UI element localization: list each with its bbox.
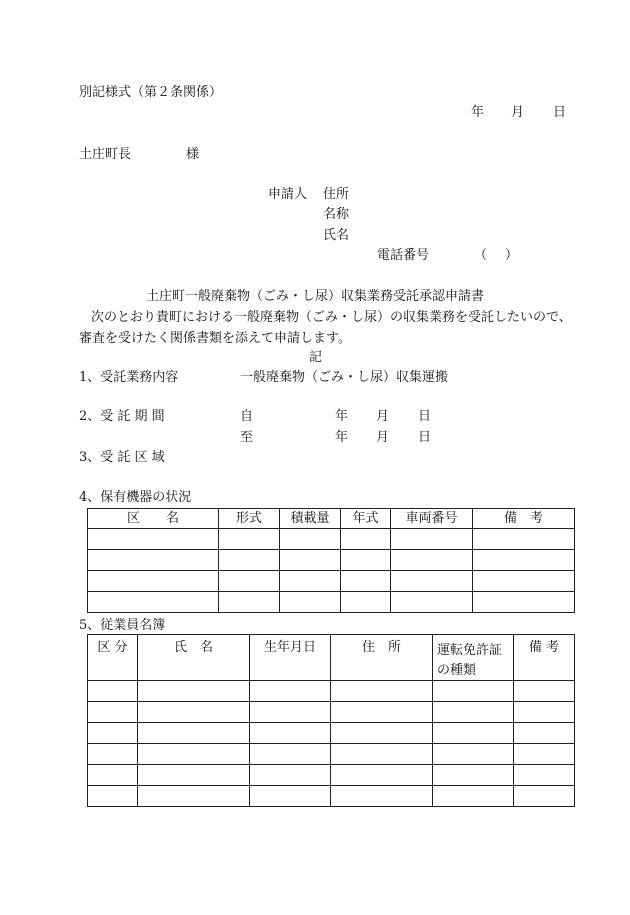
table-cell[interactable] — [433, 765, 514, 786]
table-cell[interactable] — [88, 571, 219, 592]
table-cell[interactable] — [219, 571, 280, 592]
table-row — [88, 723, 575, 744]
period-to-month: 月 — [376, 430, 390, 445]
table-cell[interactable] — [88, 681, 138, 702]
employees-col-remarks: 備 考 — [514, 635, 575, 681]
period-from-day: 日 — [418, 409, 432, 424]
table-cell[interactable] — [331, 744, 433, 765]
table-cell[interactable] — [514, 786, 575, 807]
equipment-col-type: 形式 — [219, 509, 280, 529]
table-cell[interactable] — [514, 681, 575, 702]
table-cell[interactable] — [473, 571, 575, 592]
item1-label: 1、受託業務内容 — [79, 370, 179, 385]
table-cell[interactable] — [88, 550, 219, 571]
table-cell[interactable] — [391, 550, 473, 571]
employees-heading: 5、従業員名簿 — [79, 618, 166, 633]
table-row — [88, 592, 575, 613]
equipment-col-remarks: 備 考 — [473, 509, 575, 529]
item3-label: 3、受 託 区 域 — [79, 450, 165, 465]
equipment-heading: 4、保有機器の状況 — [79, 490, 192, 505]
item2-label: 2、受 託 期 間 — [79, 409, 165, 424]
table-cell[interactable] — [219, 592, 280, 613]
honorific: 様 — [186, 147, 200, 162]
employees-col-license — [433, 635, 514, 681]
employees-header-row — [88, 635, 575, 681]
table-cell[interactable] — [331, 786, 433, 807]
table-cell[interactable] — [88, 765, 138, 786]
table-cell[interactable] — [514, 744, 575, 765]
employees-col-category: 区 分 — [88, 635, 138, 681]
table-cell[interactable] — [514, 702, 575, 723]
phone-paren-close: ） — [505, 248, 519, 263]
equipment-col-vehicle-number: 車両番号 — [391, 509, 473, 529]
table-row — [88, 550, 575, 571]
table-row — [88, 681, 575, 702]
phone-paren-open: （ — [474, 248, 488, 263]
table-cell[interactable] — [341, 571, 391, 592]
table-cell[interactable] — [433, 681, 514, 702]
table-cell[interactable] — [514, 765, 575, 786]
table-cell[interactable] — [250, 765, 331, 786]
table-cell[interactable] — [473, 592, 575, 613]
table-cell[interactable] — [138, 786, 250, 807]
table-cell[interactable] — [88, 702, 138, 723]
intro-line-1: 次のとおり貴町における一般廃棄物（ごみ・し尿）の収集業務を受託したいので、 — [91, 310, 572, 325]
table-cell[interactable] — [331, 765, 433, 786]
employees-col-name: 氏 名 — [138, 635, 250, 681]
table-cell[interactable] — [250, 786, 331, 807]
employees-table — [87, 634, 575, 807]
form-label: 別記様式（第２条関係） — [79, 85, 223, 100]
period-from-month: 月 — [376, 409, 390, 424]
date-month-label: 月 — [511, 105, 525, 120]
table-cell[interactable] — [138, 702, 250, 723]
table-cell[interactable] — [433, 786, 514, 807]
table-cell[interactable] — [331, 702, 433, 723]
table-cell[interactable] — [219, 550, 280, 571]
table-cell[interactable] — [88, 744, 138, 765]
equipment-table — [87, 508, 575, 613]
address-label: 住所 — [323, 187, 350, 202]
table-row — [88, 786, 575, 807]
table-cell[interactable] — [341, 592, 391, 613]
date-day-label: 日 — [553, 105, 567, 120]
table-cell[interactable] — [433, 723, 514, 744]
period-to-day: 日 — [418, 430, 432, 445]
equipment-col-area: 区 名 — [88, 509, 219, 529]
table-cell[interactable] — [473, 529, 575, 550]
table-cell[interactable] — [341, 550, 391, 571]
equipment-header-row — [88, 509, 575, 529]
table-cell[interactable] — [280, 571, 341, 592]
period-to-year: 年 — [335, 430, 349, 445]
equipment-col-model-year: 年式 — [341, 509, 391, 529]
person-name-label: 氏名 — [323, 228, 350, 243]
table-cell[interactable] — [138, 681, 250, 702]
table-cell[interactable] — [88, 592, 219, 613]
table-cell[interactable] — [391, 571, 473, 592]
table-cell[interactable] — [219, 529, 280, 550]
license-line-1: 運転免許証 — [437, 643, 503, 658]
phone-label: 電話番号 — [377, 248, 430, 263]
table-cell[interactable] — [280, 529, 341, 550]
company-name-label: 名称 — [323, 207, 350, 222]
table-cell[interactable] — [331, 723, 433, 744]
table-cell[interactable] — [391, 592, 473, 613]
period-from-label: 自 — [240, 409, 254, 424]
employees-col-address: 住 所 — [331, 635, 433, 681]
ki-label: 記 — [309, 350, 323, 365]
table-cell[interactable] — [514, 723, 575, 744]
table-cell[interactable] — [138, 723, 250, 744]
table-cell[interactable] — [88, 723, 138, 744]
table-cell[interactable] — [88, 786, 138, 807]
equipment-col-capacity: 積載量 — [280, 509, 341, 529]
period-to-label: 至 — [240, 430, 254, 445]
table-cell[interactable] — [250, 723, 331, 744]
table-cell[interactable] — [433, 744, 514, 765]
table-row — [88, 765, 575, 786]
item1-value: 一般廃棄物（ごみ・し尿）収集運搬 — [240, 370, 449, 385]
table-cell[interactable] — [138, 765, 250, 786]
table-cell[interactable] — [88, 529, 219, 550]
table-row — [88, 571, 575, 592]
table-cell[interactable] — [138, 744, 250, 765]
table-cell[interactable] — [250, 744, 331, 765]
table-cell[interactable] — [250, 681, 331, 702]
intro-line-2: 審査を受けたく関係書類を添えて申請します。 — [79, 331, 351, 346]
table-cell[interactable] — [341, 529, 391, 550]
addressee: 土庄町長 — [79, 147, 132, 162]
table-row — [88, 529, 575, 550]
license-line-2: の種類 — [437, 662, 477, 678]
date-year-label: 年 — [471, 105, 485, 120]
table-cell[interactable] — [280, 550, 341, 571]
table-cell[interactable] — [433, 702, 514, 723]
table-row — [88, 744, 575, 765]
table-cell[interactable] — [280, 592, 341, 613]
employees-col-birthdate: 生年月日 — [250, 635, 331, 681]
table-cell[interactable] — [391, 529, 473, 550]
period-from-year: 年 — [335, 409, 349, 424]
table-cell[interactable] — [250, 702, 331, 723]
document-title: 土庄町一般廃棄物（ごみ・し尿）収集業務受託承認申請書 — [146, 289, 485, 304]
table-row — [88, 702, 575, 723]
table-cell[interactable] — [331, 681, 433, 702]
applicant-label: 申請人 — [268, 187, 308, 202]
table-cell[interactable] — [473, 550, 575, 571]
